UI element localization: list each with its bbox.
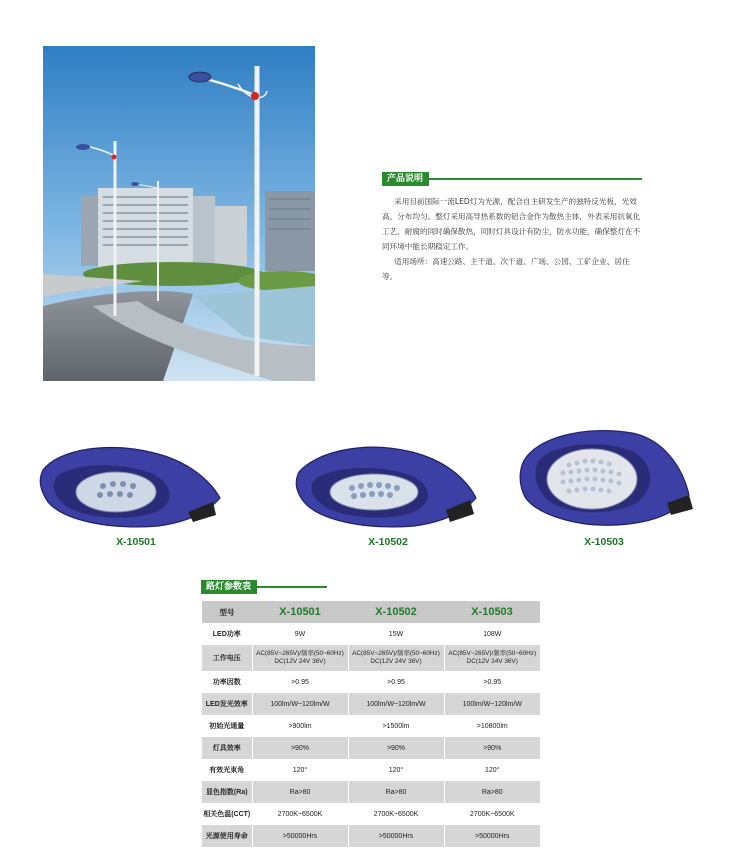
table-row (202, 693, 540, 715)
description-heading: 产品说明 (382, 172, 429, 186)
product-description (382, 172, 642, 284)
table-row (202, 671, 540, 693)
table-cell: >90% (444, 737, 540, 759)
row-label: 初始光通量 (202, 715, 252, 737)
table-cell: >50000Hrs (444, 825, 540, 847)
table-cell: >90% (252, 737, 348, 759)
table-cell: >50000Hrs (252, 825, 348, 847)
header-x10502: X-10502 (348, 601, 444, 623)
header-x10501: X-10501 (252, 601, 348, 623)
table-cell: 120° (252, 759, 348, 781)
row-label: LED功率 (202, 623, 252, 645)
row-label: 显色指数(Ra) (202, 781, 252, 803)
row-label: 有效光束角 (202, 759, 252, 781)
table-cell: 2700K~6500K (252, 803, 348, 825)
row-label: 灯具效率 (202, 737, 252, 759)
model-label-x10503: X-10503 (584, 536, 624, 548)
table-cell: >50000Hrs (348, 825, 444, 847)
table-row (202, 737, 540, 759)
table-cell: Ra>80 (348, 781, 444, 803)
table-row (202, 803, 540, 825)
street-lamp-photo (43, 46, 315, 381)
table-header-row (202, 601, 540, 623)
table-cell: >0.95 (348, 671, 444, 693)
table-cell: 108W (444, 623, 540, 645)
header-x10503: X-10503 (444, 601, 540, 623)
params-heading-divider (257, 586, 327, 588)
table-row (202, 781, 540, 803)
table-cell: Ra>80 (252, 781, 348, 803)
table-cell: 15W (348, 623, 444, 645)
row-label: 相关色温(CCT) (202, 803, 252, 825)
description-paragraph-2: 适用场所：高速公路、主干道、次干道、广场、公园、工矿企业、居住等。 (382, 257, 630, 281)
params-table (202, 601, 540, 847)
lamp-image-x10503 (517, 425, 697, 530)
table-cell: >10800lm (444, 715, 540, 737)
lamp-image-x10501 (38, 440, 228, 530)
row-label: 工作电压 (202, 645, 252, 671)
heading-divider (429, 178, 642, 180)
table-cell: 2700K~6500K (444, 803, 540, 825)
model-label-x10502: X-10502 (368, 536, 408, 548)
lamp-image-x10502 (294, 440, 484, 530)
table-cell: >0.95 (252, 671, 348, 693)
table-cell: AC(85V~265V)/频率(50~60Hz) DC(12V 24V 36V) (252, 645, 348, 671)
table-cell: 120° (444, 759, 540, 781)
table-cell: AC(85V~265V)/频率(50~60Hz) DC(12V 24V 36V) (348, 645, 444, 671)
row-label: 功率因数 (202, 671, 252, 693)
table-cell: 2700K~6500K (348, 803, 444, 825)
model-label-x10501: X-10501 (116, 536, 156, 548)
params-heading-bar (201, 580, 539, 594)
table-cell: Ra>80 (444, 781, 540, 803)
table-cell: >90% (348, 737, 444, 759)
table-cell: >1500lm (348, 715, 444, 737)
table-cell: 9W (252, 623, 348, 645)
header-model: 型号 (202, 601, 252, 623)
description-heading-bar (382, 172, 642, 186)
table-cell: 100lm/W~120lm/W (252, 693, 348, 715)
table-row (202, 623, 540, 645)
table-row (202, 825, 540, 847)
table-cell: AC(85V~265V)/频率(50~60Hz) DC(12V 24V 36V) (444, 645, 540, 671)
params-section (202, 580, 540, 847)
params-heading: 路灯参数表 (201, 580, 257, 594)
table-cell: 100lm/W~120lm/W (348, 693, 444, 715)
table-cell: >0.95 (444, 671, 540, 693)
table-row (202, 715, 540, 737)
table-cell: 120° (348, 759, 444, 781)
table-row (202, 759, 540, 781)
table-cell: 100lm/W~120lm/W (444, 693, 540, 715)
table-cell: >900lm (252, 715, 348, 737)
description-paragraph-1: 采用目前国际一流LED灯为光源，配合自主研发生产的独特反光板，光效高，分布均匀。整灯采用高导热系数的铝合金作为散热主体，外表采用抗氧化工艺，耐腐的同时确保散热，同时灯具设计有防尘，防水功能，确保整灯在不同环境中能长期稳定工作。 (382, 197, 641, 251)
row-label: LED发光效率 (202, 693, 252, 715)
row-label: 光源使用寿命 (202, 825, 252, 847)
table-row (202, 645, 540, 671)
